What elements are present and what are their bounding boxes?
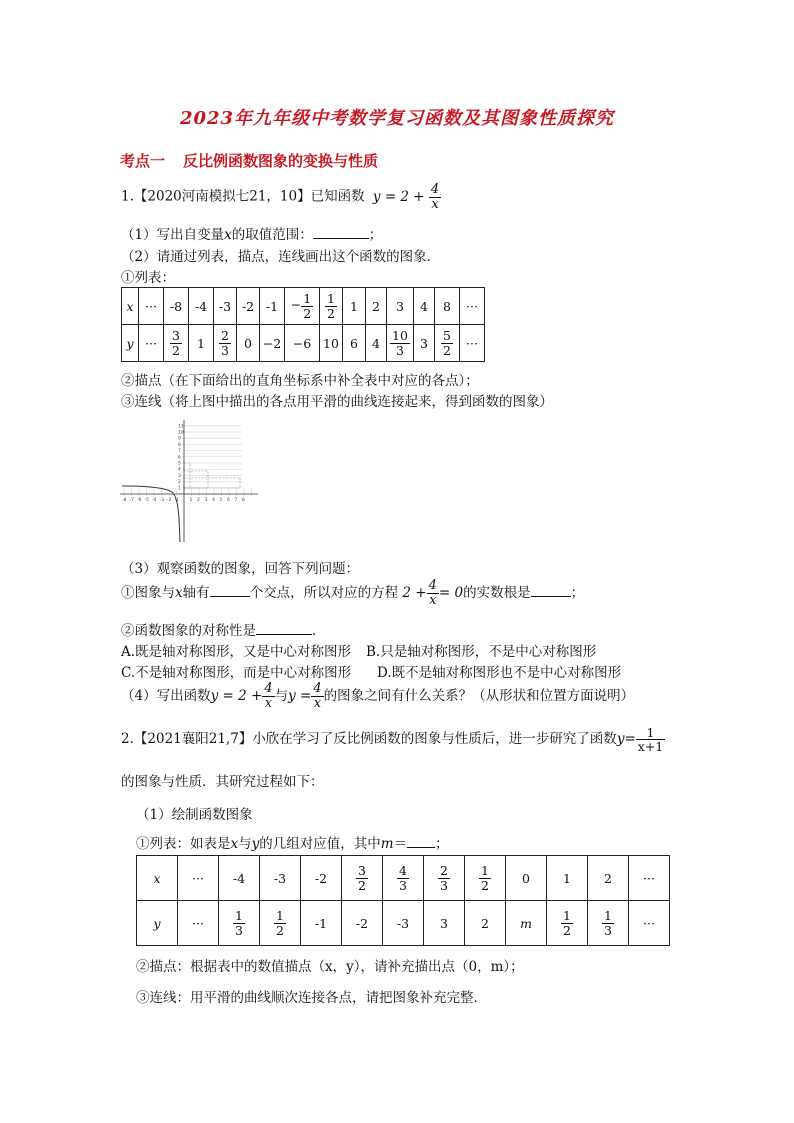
y-tick-label: 5 <box>178 461 181 467</box>
table-cell: ··· <box>629 856 670 901</box>
table-cell: 0 <box>506 856 547 901</box>
table-cell: $\frac{3}{2}$ <box>342 856 383 901</box>
table-row-x <box>137 856 670 901</box>
y-tick-label: 1 <box>178 486 181 492</box>
coordinate-graph <box>118 418 260 546</box>
q1-step1: ①列表： <box>121 270 175 286</box>
table-row-y <box>122 325 485 362</box>
x-tick-label: 6 <box>227 498 230 503</box>
answer-blank[interactable] <box>256 622 312 635</box>
table-cell: ··· <box>139 288 164 325</box>
table-cell: $\frac{5}{2}$ <box>435 325 460 362</box>
q2-header: 2.【2021襄阳21,7】小欣在学习了反比例函数的图象与性质后，进一步研究了函数y= $\frac{1}{x+1}$ <box>121 724 664 754</box>
table-cell: 1 <box>343 288 366 325</box>
option-b[interactable]: B.只是轴对称图形，不是中心对称图形 <box>366 644 597 660</box>
table-cell: ··· <box>460 325 485 362</box>
q1-part3-b: ②函数图象的对称性是 ． <box>121 623 326 639</box>
section-label: 考点一 <box>120 152 166 170</box>
x-tick-label: -7 <box>129 498 134 503</box>
q1-func-lhs: y = 2 + <box>372 188 425 205</box>
table-cell: -4 <box>189 288 214 325</box>
table-cell: -2 <box>301 856 342 901</box>
table-cell: 2 <box>366 288 387 325</box>
option-a[interactable]: A.既是轴对称图形，又是中心对称图形 <box>121 644 352 660</box>
x-tick-label: 4 <box>212 498 215 503</box>
table-cell: ··· <box>139 325 164 362</box>
q1-header <box>121 183 441 211</box>
q1-part3-a: ①图象与x轴有 个交点，所以对应的方程 2 + $\frac{4}{x}$ = 0的实数根是 ； <box>121 578 585 608</box>
answer-blank[interactable] <box>407 835 435 848</box>
table-cell: $\frac{1}{3}$ <box>588 901 629 946</box>
table-cell: ··· <box>460 288 485 325</box>
table-cell: $\frac{1}{2}$ <box>465 856 506 901</box>
table-cell: −2 <box>260 325 285 362</box>
q2-step3: ③连线：用平滑的曲线顺次连接各点，请把图象补充完整． <box>136 990 487 1006</box>
x-tick-label: 8 <box>242 498 245 503</box>
x-tick-label: -2 <box>167 498 172 503</box>
table-cell: 4 <box>414 288 435 325</box>
table-cell: $\frac{1}{2}$ <box>320 288 343 325</box>
table-cell: $\frac{10}{3}$ <box>387 325 414 362</box>
table-cell: 1 <box>189 325 214 362</box>
q2-step1: ①列表：如表是x与y的几组对应值，其中m＝ ； <box>136 836 449 852</box>
q1-step2: ②描点（在下面给出的直角坐标系中补全表中对应的各点）； <box>121 373 479 389</box>
q1-part2: （2）请通过列表，描点，连线画出这个函数的图象． <box>121 249 441 265</box>
table-cell: -4 <box>219 856 260 901</box>
q1-number: 1. <box>121 188 134 205</box>
x-tick-label: -1 <box>174 498 179 503</box>
table-cell: $\frac{2}{3}$ <box>214 325 237 362</box>
answer-blank[interactable] <box>313 226 369 239</box>
table-cell: − $\frac{1}{2}$ <box>285 288 320 325</box>
table-cell: y <box>137 901 178 946</box>
q1-source: 【2020河南模拟七21，10】 <box>133 188 311 205</box>
table-cell: -1 <box>260 288 285 325</box>
y-tick-label: 6 <box>178 455 181 461</box>
x-tick-label: -3 <box>159 498 164 503</box>
table-cell: -1 <box>301 901 342 946</box>
y-tick-label: 7 <box>178 449 181 455</box>
q1-step3: ③连线（将上图中描出的各点用平滑的曲线连接起来，得到函数的图象） <box>121 394 553 410</box>
table-cell: 3 <box>414 325 435 362</box>
q1-part4: （4）写出函数y = 2 + $\frac{4}{x}$ 与y = $\frac{4}{x}$ 的图象之间有什么关系？（从形状和位置方面说明） <box>121 681 635 711</box>
table-row-y <box>137 901 670 946</box>
table-cell: ··· <box>178 856 219 901</box>
table-cell: ··· <box>178 901 219 946</box>
table-cell: 0 <box>237 325 260 362</box>
x-tick-label: -6 <box>137 498 142 503</box>
table-cell: m <box>506 901 547 946</box>
q1-part3: （3）观察函数的图象，回答下列问题： <box>121 561 360 577</box>
table-cell: 1 <box>547 856 588 901</box>
x-tick-label: 3 <box>204 498 208 503</box>
table-cell: $\frac{2}{3}$ <box>424 856 465 901</box>
y-tick-label: 2 <box>178 480 181 486</box>
answer-blank[interactable] <box>531 584 571 597</box>
table-cell: x <box>137 856 178 901</box>
table-cell: 6 <box>343 325 366 362</box>
y-tick-label: 8 <box>178 442 181 448</box>
table-cell: -3 <box>383 901 424 946</box>
section-name: 反比例函数图象的变换与性质 <box>183 152 379 170</box>
q2-step2: ②描点：根据表中的数值描点（x，y），请补充描出点（0，m）； <box>136 959 524 975</box>
option-d[interactable]: D.既不是轴对称图形也不是中心对称图形 <box>377 665 622 681</box>
table-cell: 4 <box>366 325 387 362</box>
table-cell: 2 <box>588 856 629 901</box>
q2-part1: （1）绘制函数图象 <box>136 807 253 823</box>
q1-value-table <box>121 287 485 362</box>
table-cell: −6 <box>285 325 320 362</box>
q2-value-table <box>136 855 670 946</box>
table-cell: -3 <box>214 288 237 325</box>
y-tick-label: 4 <box>178 467 181 473</box>
table-cell: 2 <box>465 901 506 946</box>
x-tick-label: -8 <box>122 498 127 503</box>
x-tick-label: -4 <box>152 498 157 503</box>
q1-part1: （1）写出自变量x的取值范围： ； <box>121 227 383 243</box>
page-title: 2023年九年级中考数学复习函数及其图象性质探究 <box>179 108 615 129</box>
y-tick-label: 3 <box>178 473 181 479</box>
dashed-guide <box>184 478 240 488</box>
table-cell: 8 <box>435 288 460 325</box>
x-tick-label: 5 <box>219 498 223 503</box>
table-cell: ··· <box>629 901 670 946</box>
x-tick-label: 1 <box>189 498 193 503</box>
q2-intro2: 的图象与性质．其研究过程如下： <box>121 774 324 790</box>
table-cell: -8 <box>164 288 189 325</box>
q1-intro: 已知函数 <box>310 188 365 205</box>
section-heading <box>120 150 378 171</box>
q2-source: 【2021襄阳21,7】 <box>133 731 253 747</box>
table-cell: $\frac{4}{3}$ <box>383 856 424 901</box>
y-tick-label: 10 <box>178 430 184 436</box>
x-tick-label: 7 <box>234 498 238 503</box>
x-tick-label: 2 <box>197 498 200 503</box>
answer-blank[interactable] <box>210 584 250 597</box>
y-tick-label: 9 <box>178 436 181 442</box>
table-cell: -2 <box>342 901 383 946</box>
table-cell: y <box>122 325 139 362</box>
table-cell: 10 <box>320 325 343 362</box>
table-cell: 3 <box>424 901 465 946</box>
table-cell: x <box>122 288 139 325</box>
table-cell: $\frac{1}{3}$ <box>219 901 260 946</box>
x-tick-label: -5 <box>144 498 149 503</box>
table-row-x <box>122 288 485 325</box>
dashed-guide <box>184 471 208 488</box>
q1-func-fraction: $\frac{4}{x}$ <box>430 182 440 212</box>
table-cell: -3 <box>260 856 301 901</box>
table-cell: $\frac{1}{2}$ <box>547 901 588 946</box>
y-tick-label: 11 <box>178 424 184 430</box>
table-cell: 3 <box>387 288 414 325</box>
table-cell: $\frac{3}{2}$ <box>164 325 189 362</box>
option-c[interactable]: C.不是轴对称图形，而是中心对称图形 <box>121 665 352 681</box>
table-cell: -2 <box>237 288 260 325</box>
table-cell: $\frac{1}{2}$ <box>260 901 301 946</box>
